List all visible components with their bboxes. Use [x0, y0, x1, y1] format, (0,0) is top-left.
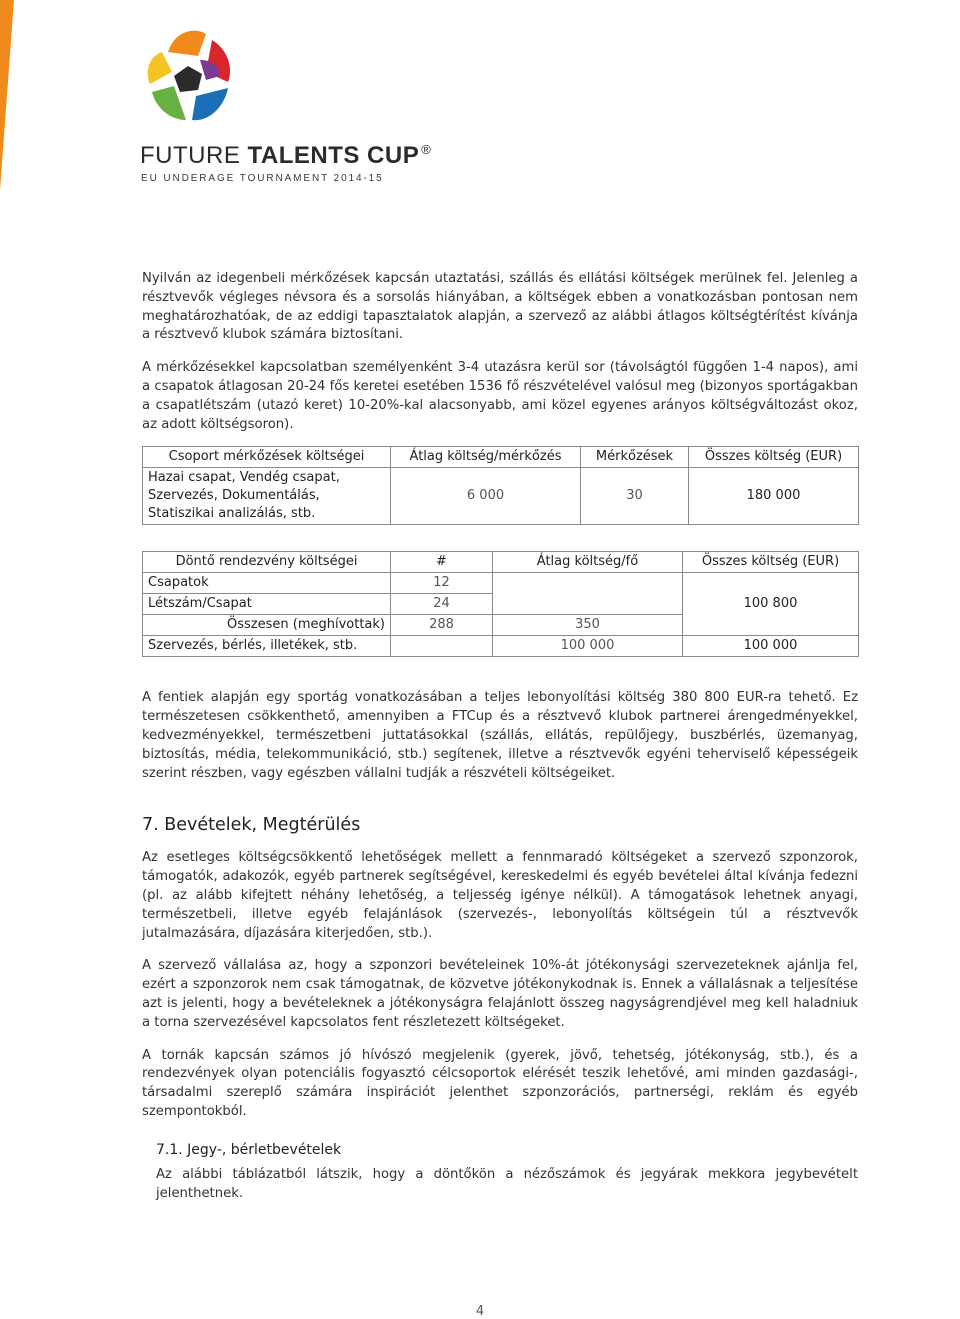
paragraph-charity: A szervező vállalása az, hogy a szponzori bevételeinek 10%-át jótékonysági szervezeteknek ajánlja fel, ezért a szponzorok nem csak támogatnak, de közvetve jótékonykodnak is. Ennek a vállalásnak a teljesítése azt is jelenti, hogy a bevételeknek a jótékonyságra felajánlott összeg nagyságrendjével meg kell haladniuk a torna szervezésével kapcsolatos fent részletezett költségeket. — [142, 958, 858, 1030]
table-header: Összes költség (EUR) — [683, 552, 859, 573]
paragraph-total-cost: A fentiek alapján egy sportág vonatkozásában a teljes lebonyolítási költség 380 800 EUR-ra tehető. Ez természetesen csökkenthető, amennyiben a FTCup és a résztvevő klubok partnerei árengedményekkel, kedvezményekkel, természetbeni juttatásokkal (szállás, ellátás, repülőjegy, buszbérlés, üzemanyag, biztosítás, média, telekommunikáció, stb.) segítenek, illetve a résztvevők egyéni teherviselő képességeik szerint részben, vagy egészben vállalni tudják a részvételi költségeiket. — [142, 690, 858, 781]
table-cell-label: Létszám/Csapat — [143, 594, 391, 615]
paragraph-target-groups: A tornák kapcsán számos jó hívószó megjelenik (gyerek, jövő, tehetség, jótékonyság, stb.), és a rendezvények olyan potenciális fogyasztó célcsoportok elérését teszik lehetővé, ami minden gazdasági-, társadalmi szereplő számára inspirációt jelenthet szponzorációs, partnerségi, reklám és egyéb szempontokból. — [142, 1047, 858, 1119]
table-header-row — [143, 552, 859, 573]
page-content — [142, 270, 858, 1217]
table-row — [143, 573, 859, 594]
brand-tagline: EU UNDERAGE TOURNAMENT 2014-15 — [141, 173, 384, 184]
table-header: Összes költség (EUR) — [689, 447, 859, 468]
table-header-row — [143, 447, 859, 468]
table-cell-count: 12 — [391, 573, 493, 594]
table-cell-matches: 30 — [581, 468, 689, 525]
table-cell-empty — [391, 636, 493, 657]
table-cell-empty — [493, 573, 683, 615]
table-cell-avg: 100 000 — [493, 636, 683, 657]
brand-name-light: FUTURE — [140, 142, 241, 169]
subsection-heading: 7.1. Jegy-, bérletbevételek — [156, 1141, 342, 1158]
paragraph-ticket-revenue: Az alábbi táblázatból látszik, hogy a döntőkön a nézőszámok és jegyárak mekkora jegybevételt jelenthetnek. — [156, 1166, 858, 1201]
page-number: 4 — [475, 1304, 485, 1319]
table-cell-merged-total: 100 800 — [683, 573, 859, 636]
table-cell-avg: 6 000 — [391, 468, 581, 525]
table-header: Mérkőzések — [581, 447, 689, 468]
table-header: # — [391, 552, 493, 573]
table-cell-label: Szervezés, bérlés, illetékek, stb. — [143, 636, 391, 657]
table-header: Döntő rendezvény költségei — [143, 552, 391, 573]
football-star-icon — [140, 22, 236, 134]
table-header: Csoport mérkőzések költségei — [143, 447, 391, 468]
brand-name-bold: TALENTS CUP — [247, 142, 420, 169]
final-event-cost-table — [142, 551, 859, 657]
page-corner-accent — [0, 0, 14, 190]
table-cell-label: Hazai csapat, Vendég csapat, Szervezés, Dokumentálás, Statiszikai analizálás, stb. — [143, 468, 391, 525]
table-cell-count: 24 — [391, 594, 493, 615]
group-match-cost-table — [142, 446, 859, 525]
table-cell-label: Csapatok — [143, 573, 391, 594]
table-header: Átlag költség/fő — [493, 552, 683, 573]
table-row — [143, 636, 859, 657]
table-cell-total: 180 000 — [689, 468, 859, 525]
section-heading: 7. Bevételek, Megtérülés — [142, 815, 361, 836]
registered-mark: ® — [421, 142, 432, 157]
table-cell-avg: 350 — [493, 615, 683, 636]
table-cell-count: 288 — [391, 615, 493, 636]
paragraph-sponsors: Az esetleges költségcsökkentő lehetőségek mellett a fennmaradó költségeket a szervező szponzorok, támogatók, adakozók, egyéb partnerek segítségével, kereskedelmi és egyéb bevételei által kívánja fedezni (pl. az alább kifejtett néhány lehetőség, a teljesség igénye nélkül). A támogatások lehetnek anyagi, természetbeli, illetve egyéb felajánlások (szervezés-, lebonyolítás költségein túl a résztvevők jutalmazására, díjazására kiterjedően, stb.). — [142, 850, 858, 941]
table-row — [143, 468, 859, 525]
table-cell-total: 100 000 — [683, 636, 859, 657]
table-cell-label: Összesen (meghívottak) — [143, 615, 391, 636]
paragraph-travel-details: A mérkőzésekkel kapcsolatban személyenként 3-4 utazásra kerül sor (távolságtól függően 1-4 napos), ami a csapatok átlagosan 20-24 fős keretei esetében 1536 fő részvételével valósul meg (bizonyos sportágakban a csapatlétszám (utazó keret) 10-20%-kal alacsonyabb, ami közel egyenes arányos költségváltozást okoz, az adott költségsoron). — [142, 360, 858, 432]
paragraph-travel-costs: Nyilván az idegenbeli mérkőzések kapcsán utaztatási, szállás és ellátási költségek merülnek fel. Jelenleg a résztvevők végleges névsora és a sorsolás hiányában, a költségek ebben a vonatkozásban pontosan nem meghatározhatóak, de az eddigi tapasztalatok alapján, a szervező az alábbi átlagos költségtérítést kívánja a résztvevő klubok számára biztosítani. — [142, 271, 858, 343]
table-header: Átlag költség/mérkőzés — [391, 447, 581, 468]
brand-name — [140, 142, 431, 170]
